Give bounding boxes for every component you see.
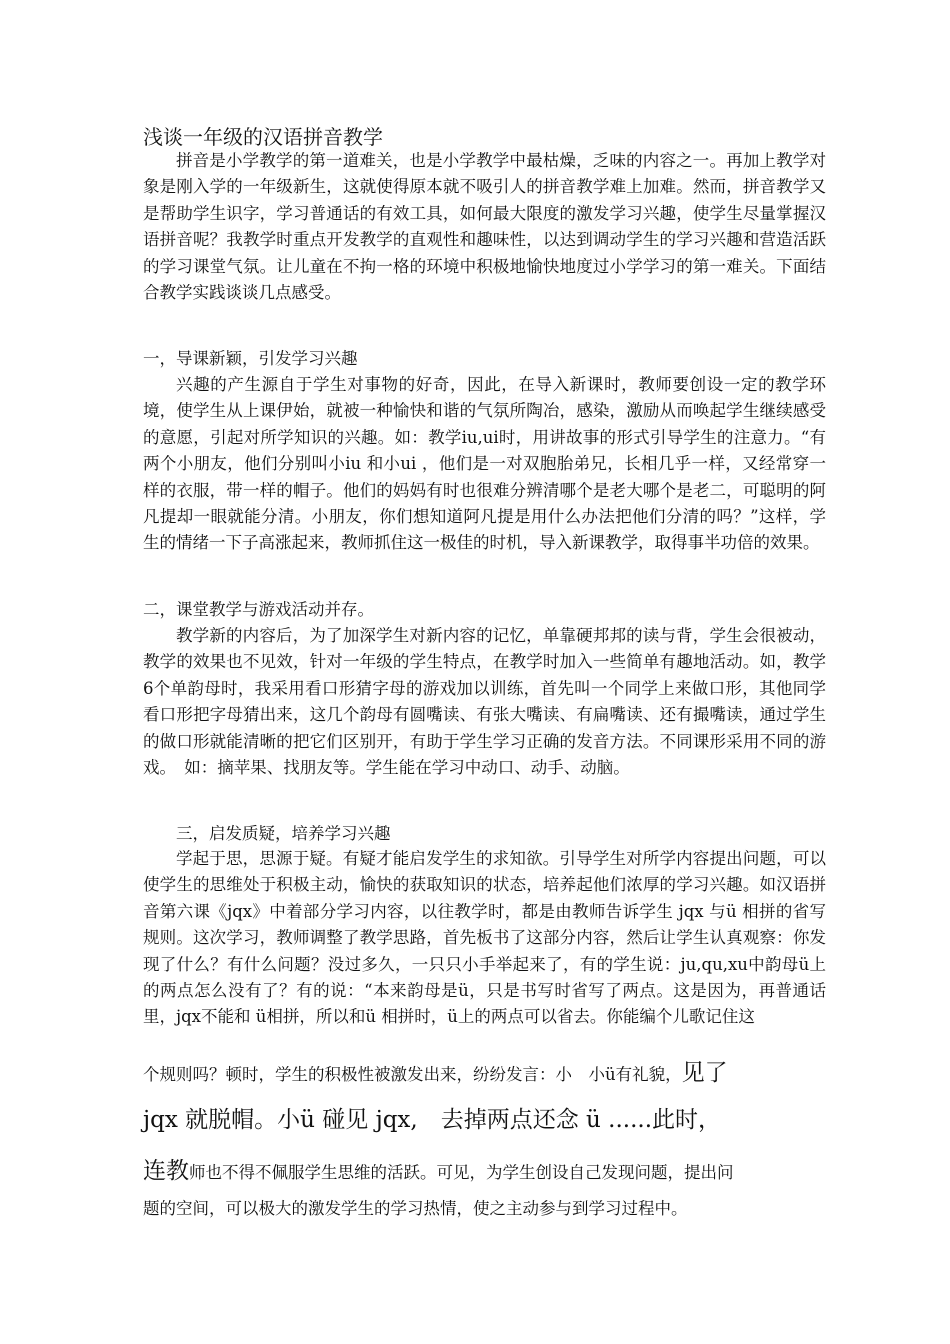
section-1-heading: 一，导课新颖，引发学习兴趣 [143, 349, 358, 368]
mixed-size-line-2: jqx 就脱帽。小ü 碰见 jqx, 去掉两点还念 ü ......此时， [143, 1107, 722, 1133]
line-1-small-text: 个规则吗？顿时，学生的积极性被激发出来，纷纷发言：小 小ü有礼貌， [143, 1065, 682, 1084]
closing-line: 题的空间，可以极大的激发学生的学习热情，使之主动参与到学习过程中。 [143, 1199, 688, 1218]
document-title: 浅谈一年级的汉语拼音教学 [143, 125, 383, 149]
intro-paragraph: 拼音是小学教学的第一道难关，也是小学教学中最枯燥，乏味的内容之一。再加上教学对象是刚入学的一年级新生，这就使得原本就不吸引人的拼音教学难上加难。然而，拼音教学又是帮助学生识字，学习普通话的有效工具，如何最大限度的激发学习兴趣，使学生尽量掌握汉语拼音呢？我教学时重点开发教学的直观性和趣味性，以达到调动学生的学习兴趣和营造活跃的学习课堂气氛。让儿童在不拘一格的环境中积极地愉快地度过小学学习的第一难关。下面结合教学实践谈谈几点感受。 [143, 151, 826, 303]
section-3-body: 学起于思，思源于疑。有疑才能启发学生的求知欲。引导学生对所学内容提出问题，可以使学生的思维处于积极主动，愉快的获取知识的状态，培养起他们浓厚的学习兴趣。如汉语拼音第六课《jqx》中着部分学习内容，以往教学时，都是由教师告诉学生 jqx 与ü 相拼的省写规则。这次学习，教师调整了教学思路，首先板书了这部分内容，然后让学生认真观察：你发现了什么？有什么问题？没过多久，一只只小手举起来了，有的学生说：ju,qu,xu中韵母ü上的两点怎么没有了？有的说：“本来韵母是ü，只是书写时省写了两点。这是因为，再普通话里，jqx不能和 ü相拼，所以和ü 相拼时，ü上的两点可以省去。你能编个儿歌记住这 [143, 849, 826, 1027]
line-3-small-text: 师也不得不佩服学生思维的活跃。可见，为学生创设自己发现问题，提出问 [189, 1163, 734, 1182]
mixed-size-line-1 [143, 1054, 826, 1087]
section-1-body: 兴趣的产生源自于学生对事物的好奇，因此，在导入新课时，教师要创设一定的教学环境，使学生从上课伊始，就被一种愉快和谐的气氛所陶冶，感染，激励从而唤起学生继续感受的意愿，引起对所学知识的兴趣。如：教学iu,ui时，用讲故事的形式引导学生的注意力。“有两个小朋友，他们分别叫小iu 和小ui ，他们是一对双胞胎弟兄，长相几乎一样，又经常穿一样的衣服，带一样的帽子。他们的妈妈有时也很难分辨清哪个是老大哪个是老二，可聪明的阿凡提却一眼就能分清。小朋友，你们想知道阿凡提是用什么办法把他们分清的吗？”这样，学生的情绪一下子高涨起来，教师抓住这一极佳的时机，导入新课教学，取得事半功倍的效果。 [143, 375, 826, 553]
section-2-body: 教学新的内容后，为了加深学生对新内容的记忆，单靠硬邦邦的读与背，学生会很被动，教学的效果也不见效，针对一年级的学生特点，在教学时加入一些简单有趣地活动。如，教学6个单韵母时，我采用看口形猜字母的游戏加以训练，首先叫一个同学上来做口形，其他同学看口形把字母猜出来，这几个韵母有圆嘴读、有张大嘴读、有扁嘴读、还有撮嘴读，通过学生的做口形就能清晰的把它们区别开，有助于学生学习正确的发音方法。不同课形采用不同的游戏。 如：摘苹果、找朋友等。学生能在学习中动口、动手、动脑。 [143, 626, 826, 778]
section-2-heading: 二，课堂教学与游戏活动并存。 [143, 600, 374, 619]
mixed-size-line-3 [143, 1152, 826, 1185]
section-3-heading: 三，启发质疑，培养学习兴趣 [176, 824, 391, 843]
line-3-large-text: 连教 [143, 1158, 189, 1184]
line-1-large-text: 见了 [681, 1060, 728, 1086]
